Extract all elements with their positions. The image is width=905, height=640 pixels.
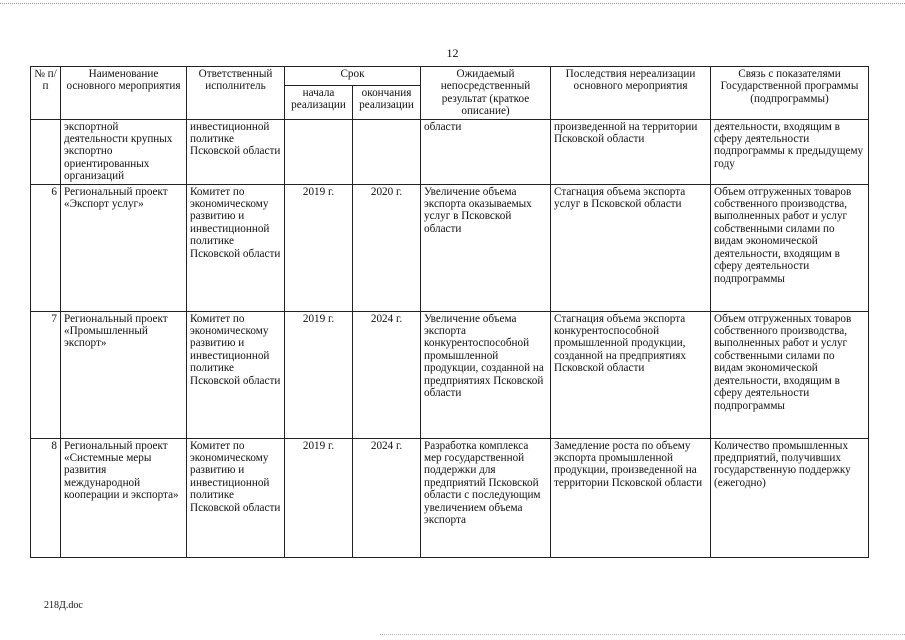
col-header-link: Связь с показателями Государственной программы (подпрограммы) [711, 67, 869, 120]
col-header-end: окончания реализации [353, 85, 421, 119]
row-consequences: Замедление роста по объему экспорта промышленной продукции, произведенной на территории Псковской области [551, 438, 711, 557]
table-row [31, 311, 869, 438]
row-consequences: Стагнация объема экспорта услуг в Псковской области [551, 184, 711, 311]
row-num [31, 119, 61, 184]
col-header-start: начала реализации [285, 85, 353, 119]
table-row [31, 438, 869, 557]
row-responsible: Комитет по экономическому развитию и инвестиционной политике Псковской области [187, 438, 285, 557]
col-header-name: Наименование основного мероприятия [61, 67, 187, 120]
table-row [31, 119, 869, 184]
row-end: 2024 г. [353, 438, 421, 557]
row-responsible: Комитет по экономическому развитию и инвестиционной политике Псковской области [187, 184, 285, 311]
col-header-consequences: Последствия нереализации основного мероприятия [551, 67, 711, 120]
row-end [353, 119, 421, 184]
page-number: 12 [446, 46, 459, 60]
row-responsible: инвестиционной политике Псковской области [187, 119, 285, 184]
header-row-1 [31, 67, 869, 86]
table-row [31, 184, 869, 311]
row-consequences: Стагнация объема экспорта конкурентоспособной промышленной продукции, созданной на предприятиях Псковской области [551, 311, 711, 438]
row-result: Разработка комплекса мер государственной поддержки для предприятий Псковской области с последующим увеличением объема экспорта [421, 438, 551, 557]
row-name: Региональный проект «Экспорт услуг» [61, 184, 187, 311]
row-name: Региональный проект «Системные меры развития международной кооперации и экспорта» [61, 438, 187, 557]
row-result: Увеличение объема экспорта конкурентоспособной промышленной продукции, созданной на предприятиях Псковской области [421, 311, 551, 438]
row-end: 2024 г. [353, 311, 421, 438]
scan-edge-top [0, 3, 905, 4]
col-header-result: Ожидаемый непосредственный результат (краткое описание) [421, 67, 551, 120]
row-name: экспортной деятельности крупных экспортно ориентированных организаций [61, 119, 187, 184]
row-responsible: Комитет по экономическому развитию и инвестиционной политике Псковской области [187, 311, 285, 438]
row-end: 2020 г. [353, 184, 421, 311]
row-start [285, 119, 353, 184]
row-link: деятельности, входящим в сферу деятельности подпрограммы к предыдущему году [711, 119, 869, 184]
row-consequences: произведенной на территории Псковской области [551, 119, 711, 184]
row-start: 2019 г. [285, 311, 353, 438]
row-start: 2019 г. [285, 184, 353, 311]
col-header-responsible: Ответственный исполнитель [187, 67, 285, 120]
row-start: 2019 г. [285, 438, 353, 557]
col-header-num: № п/п [31, 67, 61, 120]
activities-table [30, 66, 869, 558]
row-result: Увеличение объема экспорта оказываемых услуг в Псковской области [421, 184, 551, 311]
row-link: Количество промышленных предприятий, получивших государственную поддержку (ежегодно) [711, 438, 869, 557]
row-link: Объем отгруженных товаров собственного производства, выполненных работ и услуг собственными силами по видам экономической деятельности, входящим в сферу деятельности подпрограммы [711, 184, 869, 311]
col-header-term: Срок [285, 67, 421, 86]
row-result: области [421, 119, 551, 184]
scan-edge-bottom [380, 634, 905, 635]
row-num: 7 [31, 311, 61, 438]
row-link: Объем отгруженных товаров собственного производства, выполненных работ и услуг собственными силами по видам экономической деятельности, входящим в сферу деятельности подпрограммы [711, 311, 869, 438]
row-num: 8 [31, 438, 61, 557]
row-name: Региональный проект «Промышленный экспорт» [61, 311, 187, 438]
footer-filename: 218Д.doc [44, 600, 83, 611]
row-num: 6 [31, 184, 61, 311]
